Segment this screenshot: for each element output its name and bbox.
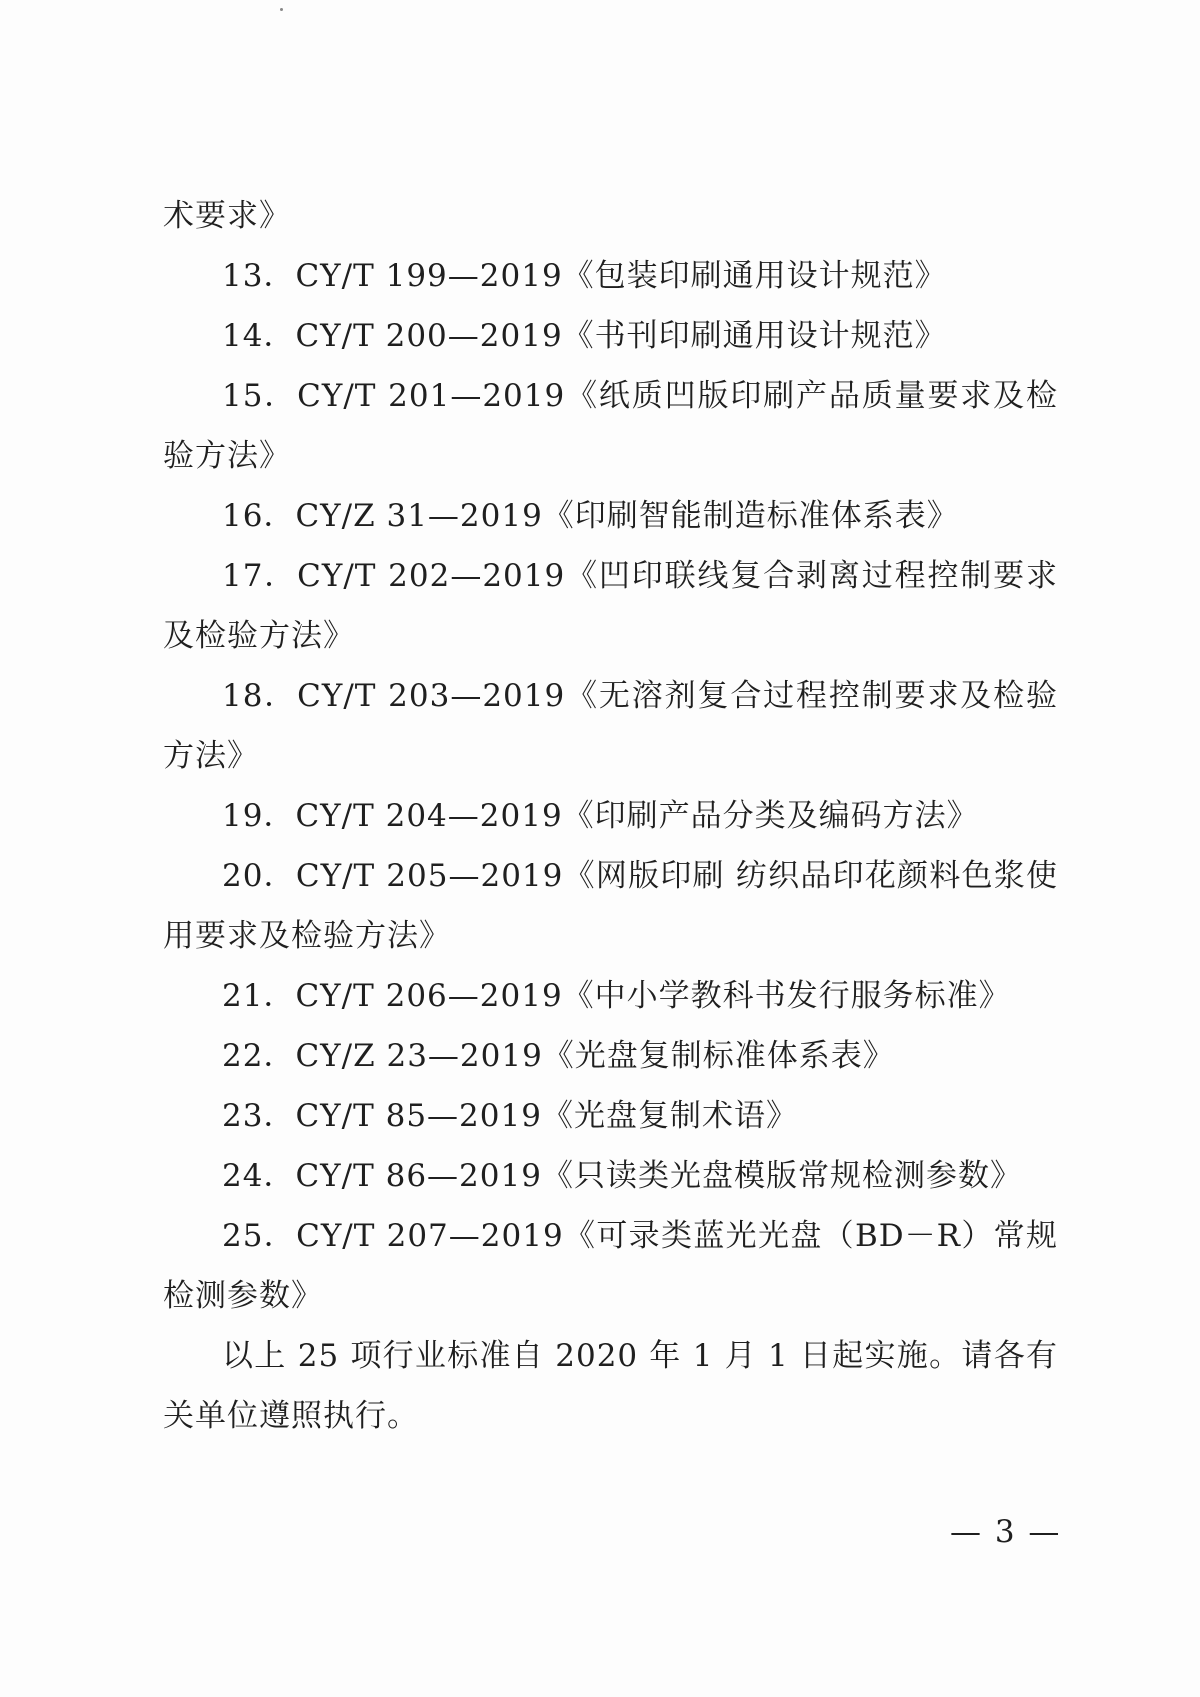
list-item: 17．CY/T 202—2019《凹印联线复合剥离过程控制要求 [222,558,1058,594]
scan-speck [280,8,283,11]
list-item: 14．CY/T 200—2019《书刊印刷通用设计规范》 [222,318,947,354]
list-item: 15．CY/T 201—2019《纸质凹版印刷产品质量要求及检 [222,378,1058,414]
text-line: 及检验方法》 [163,618,355,654]
list-item: 22．CY/Z 23—2019《光盘复制标准体系表》 [222,1038,895,1074]
text-line: 关单位遵照执行。 [163,1398,419,1434]
list-item: 21．CY/T 206—2019《中小学教科书发行服务标准》 [222,978,1011,1014]
list-item: 13．CY/T 199—2019《包装印刷通用设计规范》 [222,258,947,294]
text-line: 方法》 [163,738,259,774]
page-number: — 3 — [950,1514,1062,1550]
list-item: 23．CY/T 85—2019《光盘复制术语》 [222,1098,798,1134]
paragraph-line: 以上 25 项行业标准自 2020 年 1 月 1 日起实施。请各有 [222,1338,1058,1374]
list-item: 20．CY/T 205—2019《网版印刷 纺织品印花颜料色浆使 [222,858,1058,894]
text-line: 术要求》 [163,198,291,234]
list-item: 19．CY/T 204—2019《印刷产品分类及编码方法》 [222,798,979,834]
list-item: 25．CY/T 207—2019《可录类蓝光光盘（BD－R）常规 [222,1218,1058,1254]
text-line: 验方法》 [163,438,291,474]
list-item: 18．CY/T 203—2019《无溶剂复合过程控制要求及检验 [222,678,1058,714]
list-item: 16．CY/Z 31—2019《印刷智能制造标准体系表》 [222,498,959,534]
text-line: 检测参数》 [163,1278,323,1314]
text-line: 用要求及检验方法》 [163,918,451,954]
list-item: 24．CY/T 86—2019《只读类光盘模版常规检测参数》 [222,1158,1022,1194]
